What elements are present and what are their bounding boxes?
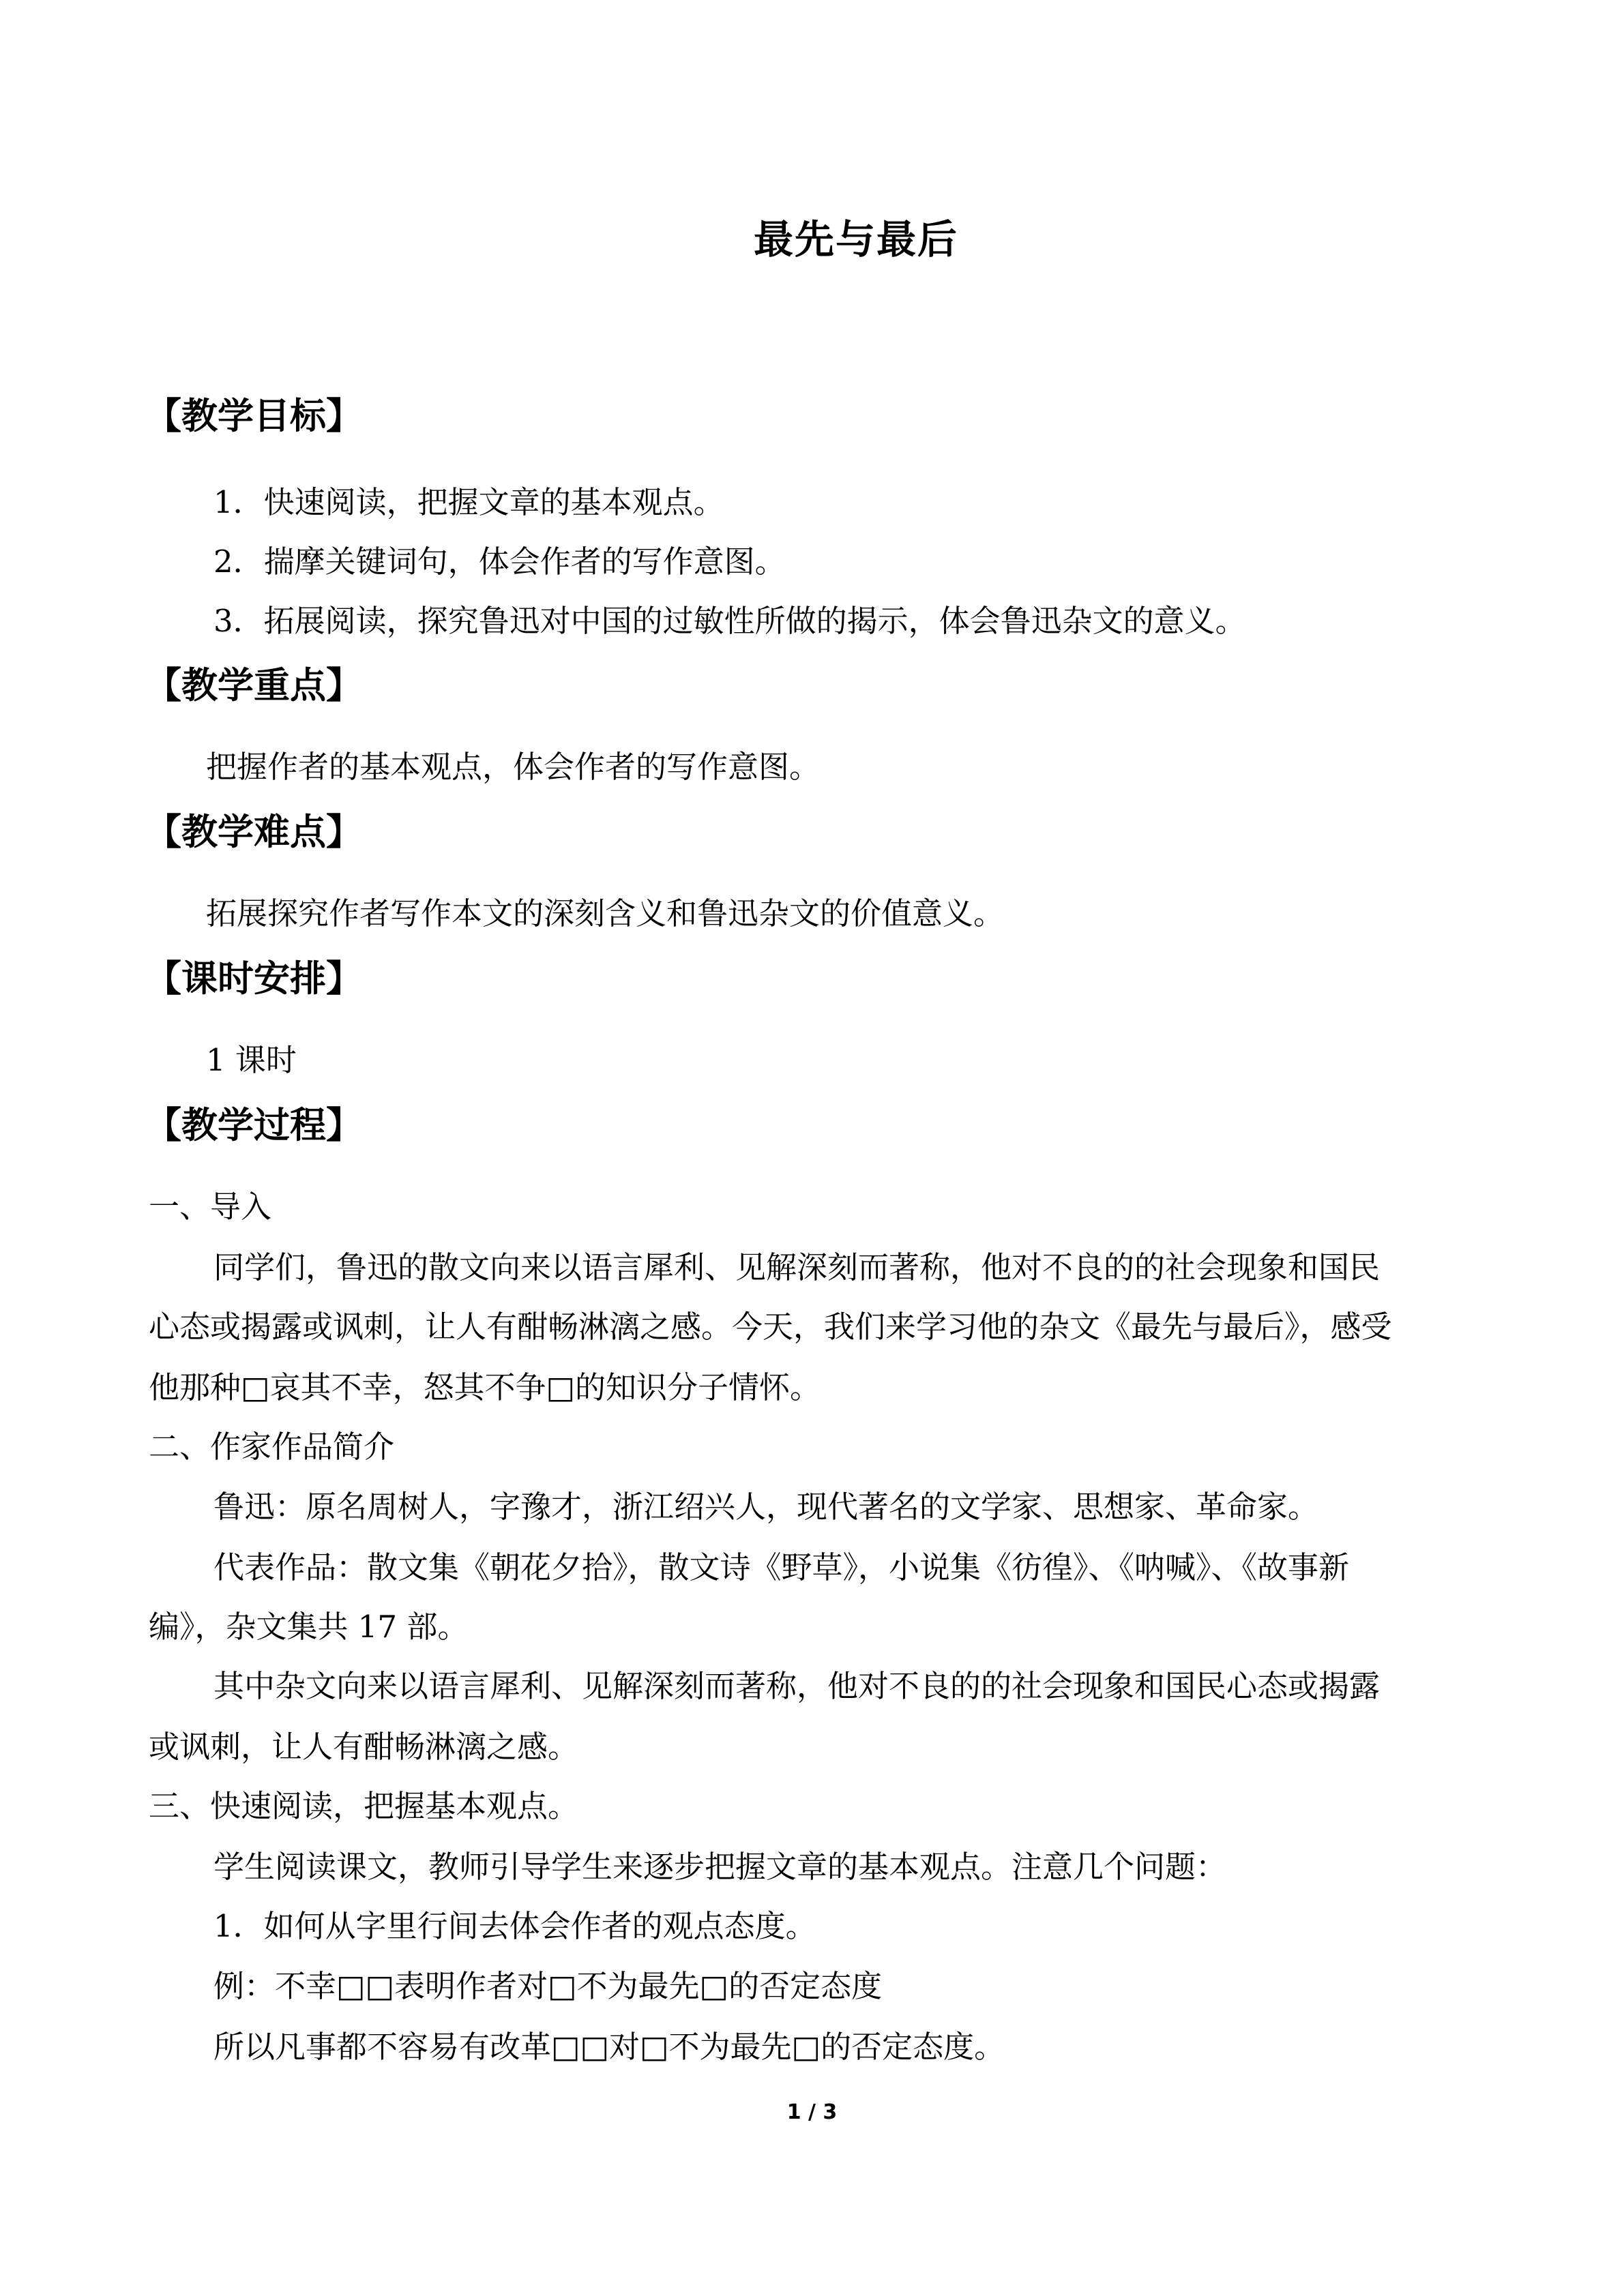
page-number: 1 / 3 (786, 2100, 838, 2124)
objective-item-2: 2．揣摩关键词句，体会作者的写作意图。 (213, 543, 786, 580)
process-line: 鲁迅：原名周树人，字豫才，浙江绍兴人，现代著名的文学家、思想家、革命家。 (213, 1489, 1319, 1525)
process-line: 例：不幸□□表明作者对□不为最先□的否定态度 (213, 1968, 883, 2004)
difficulties-text: 拓展探究作者写作本文的深刻含义和鲁迅杂文的价值意义。 (206, 895, 1005, 931)
heading-key-points: 【教学重点】 (145, 665, 362, 706)
process-line: 代表作品：散文集《朝花夕拾》，散文诗《野草》，小说集《彷徨》、《呐喊》、《故事新 (213, 1549, 1350, 1585)
process-line: 编》，杂文集共 17 部。 (149, 1609, 469, 1645)
objective-item-3: 3．拓展阅读，探究鲁迅对中国的过敏性所做的揭示，体会鲁迅杂文的意义。 (213, 603, 1246, 639)
process-line: 所以凡事都不容易有改革□□对□不为最先□的否定态度。 (213, 2029, 1005, 2065)
heading-objectives: 【教学目标】 (145, 396, 362, 437)
schedule-text: 1 课时 (206, 1042, 297, 1078)
process-line: 同学们，鲁迅的散文向来以语言犀利、见解深刻而著称，他对不良的的社会现象和国民 (213, 1249, 1381, 1285)
heading-difficulties: 【教学难点】 (145, 811, 362, 853)
heading-schedule: 【课时安排】 (145, 958, 362, 1000)
key-points-text: 把握作者的基本观点，体会作者的写作意图。 (206, 749, 821, 785)
process-line: 或讽刺，让人有酣畅淋漓之感。 (149, 1729, 579, 1765)
process-line: 心态或揭露或讽刺，让人有酣畅淋漓之感。今天，我们来学习他的杂文《最先与最后》，感受 (149, 1309, 1392, 1345)
document-title: 最先与最后 (753, 216, 958, 263)
process-line: 他那种□哀其不幸，怒其不争□的知识分子情怀。 (149, 1369, 821, 1405)
process-line: 一、导入 (149, 1189, 272, 1225)
process-line: 二、作家作品简介 (149, 1429, 395, 1465)
heading-process: 【教学过程】 (145, 1105, 362, 1146)
process-line: 学生阅读课文，教师引导学生来逐步把握文章的基本观点。注意几个问题： (213, 1849, 1227, 1885)
process-line: 三、快速阅读，把握基本观点。 (149, 1788, 579, 1824)
process-line: 其中杂文向来以语言犀利、见解深刻而著称，他对不良的的社会现象和国民心态或揭露 (213, 1668, 1381, 1704)
objective-item-1: 1．快速阅读，把握文章的基本观点。 (213, 484, 724, 520)
process-line: 1．如何从字里行间去体会作者的观点态度。 (213, 1908, 816, 1944)
